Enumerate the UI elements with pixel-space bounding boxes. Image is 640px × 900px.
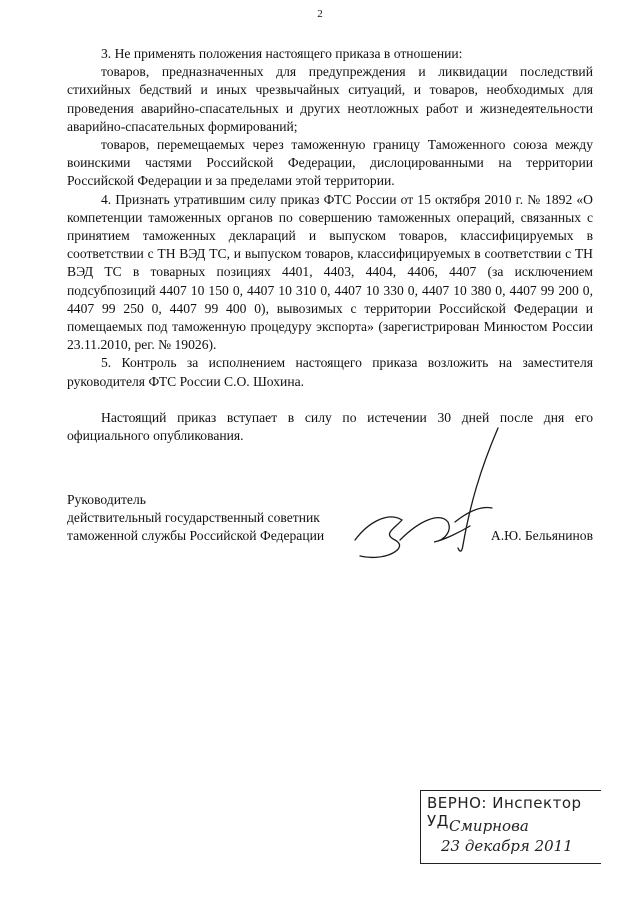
- certification-stamp: [420, 790, 601, 864]
- paragraph-4: 4. Признать утратившим силу приказ ФТС России от 15 октября 2010 г. № 1892 «О компетенции таможенных органов по совершению таможенных операций, связанных с принятием таможенных деклараций и выпуском товаров, классифицируемых в соответствии с ТН ВЭД ТС, и выпуском товаров, классифицируемых в соответствии с ТН ВЭД ТС в товарных позициях 4401, 4403, 4404, 4406, 4407 (за исключением подсубпозиций 4407 10 150 0, 4407 10 310 0, 4407 10 330 0, 4407 10 380 0, 4407 99 200 0, 4407 99 250 0, 4407 99 400 0), вывозимых с территории Российской Федерации и помещаемых под таможенную процедуру экспорта» (зарегистрирован Минюстом России 23.11.2010, рег. № 19026).: [67, 191, 593, 353]
- signer-title-line-3: таможенной службы Российской Федерации: [67, 528, 325, 544]
- stamp-title: ВЕРНО: Инспектор УД: [427, 794, 582, 830]
- signer-name: А.Ю. Бельянинов: [490, 528, 593, 543]
- effective-date-paragraph: Настоящий приказ вступает в силу по истечении 30 дней после дня его официального опубликования.: [67, 409, 593, 444]
- paragraph-3: 3. Не применять положения настоящего приказа в отношении:: [101, 46, 463, 61]
- paragraph-3-item-2: товаров, перемещаемых через таможенную границу Таможенного союза между воинскими частями Российской Федерации, дислоцированными на территории Российской Федерации и за пределами этой территории.: [67, 137, 593, 189]
- page-number: 2: [317, 8, 323, 20]
- paragraph-3-item-1: товаров, предназначенных для предупреждения и ликвидации последствий стихийных бедствий и иных чрезвычайных ситуаций, и товаров, необходимых для проведения аварийно-спасательных и других неотложных работ и жизнедеятельности аварийно-спасательных формирований;: [67, 64, 593, 134]
- paragraph-5: 5. Контроль за исполнением настоящего приказа возложить на заместителя руководителя ФТС России С.О. Шохина.: [67, 355, 593, 389]
- signer-title-line-2: действительный государственный советник: [67, 510, 320, 526]
- stamp-handwritten-date: 23 декабря 2011: [441, 837, 573, 855]
- signer-title-line-1: Руководитель: [67, 492, 146, 507]
- stamp-handwritten-name: Смирнова: [449, 817, 529, 835]
